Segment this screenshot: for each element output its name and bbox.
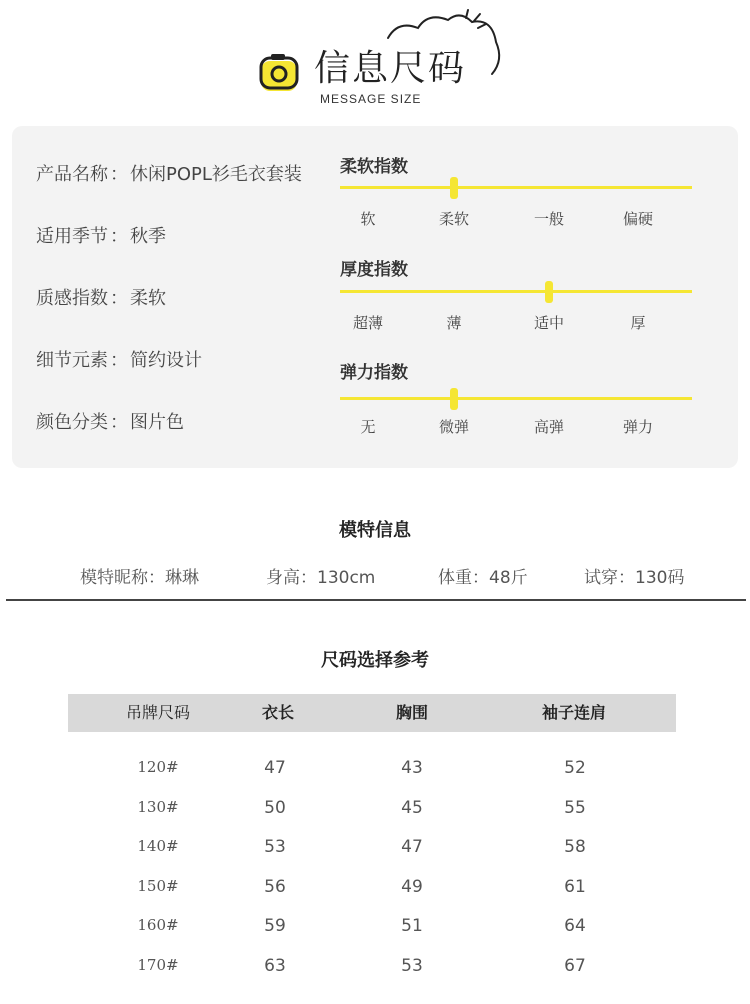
table-cell: 160# [137,916,179,934]
page-title: 信息尺码 [314,48,467,89]
attr-row-texture: 质感指数 ： 柔软 [36,288,166,309]
model-weight: 体重：48斤 [438,568,528,588]
model-item-value: 130码 [635,568,685,588]
model-fitting-size: 试穿：130码 [584,568,685,588]
page-subtitle: MESSAGE SIZE [320,92,422,106]
thickness-tick: 超薄 [352,314,383,332]
elasticity-tick: 无 [360,418,376,436]
section-divider [6,599,746,601]
thickness-index-track [340,290,692,293]
model-item-value: 48斤 [489,568,528,588]
table-cell: 140# [137,837,179,855]
elasticity-index-marker [450,388,458,410]
table-cell: 130# [137,797,179,816]
table-cell: 58 [564,837,586,857]
attr-label: 颜色分类 [36,412,108,433]
attr-row-product-name: 产品名称 ： 休闲POPL衫毛衣套装 [36,164,302,185]
table-cell: 43 [401,758,423,778]
model-height: 身高：130cm [266,568,376,588]
model-item-label: 试穿 [584,568,618,588]
attr-label: 产品名称 [36,164,108,185]
model-item-value: 琳琳 [165,568,199,588]
attr-value: 简约设计 [130,350,202,371]
attr-value: 图片色 [130,412,184,433]
thickness-tick: 薄 [446,314,462,332]
table-cell: 61 [564,876,586,897]
elasticity-tick: 微弹 [438,418,469,436]
table-cell: 120# [137,758,179,776]
table-cell: 51 [401,916,423,936]
softness-tick: 偏硬 [622,210,653,228]
table-cell: 47 [401,837,423,857]
table-cell: 49 [401,876,423,897]
model-info-title: 模特信息 [339,520,411,541]
softness-index-track [340,186,692,189]
table-cell: 59 [264,916,286,936]
model-nickname: 模特昵称：琳琳 [80,568,199,588]
elasticity-index-title: 弹力指数 [340,363,408,383]
table-cell: 53 [401,955,423,976]
model-item-label: 身高 [266,568,300,588]
column-header-sleeve: 袖子连肩 [541,703,606,722]
table-cell: 47 [264,758,286,778]
camera-icon [258,52,302,96]
thickness-tick: 适中 [533,314,564,332]
attr-label: 质感指数 [36,288,108,309]
attr-value: 秋季 [130,226,166,247]
table-cell: 53 [264,837,286,857]
thickness-tick: 厚 [630,314,646,332]
attr-label: 适用季节 [36,226,108,247]
attr-value: 休闲POPL衫毛衣套装 [130,164,302,185]
table-cell: 63 [264,955,286,976]
table-cell: 56 [264,876,286,897]
attr-value: 柔软 [130,288,166,309]
column-header-tag-size: 吊牌尺码 [125,703,190,722]
thickness-index-title: 厚度指数 [340,260,408,280]
column-header-length: 衣长 [261,703,294,722]
thickness-index-marker [545,281,553,303]
attr-label: 细节元素 [36,350,108,371]
softness-index-marker [450,177,458,199]
model-item-label: 体重 [438,568,472,588]
elasticity-index-track [340,397,692,400]
attr-row-season: 适用季节 ： 秋季 [36,226,166,247]
elasticity-tick: 弹力 [622,418,653,436]
softness-index-title: 柔软指数 [340,157,408,177]
elasticity-tick: 高弹 [533,418,564,436]
table-cell: 170# [137,955,179,974]
table-cell: 67 [564,955,586,976]
softness-tick: 柔软 [438,210,469,228]
table-cell: 64 [564,916,586,936]
size-table-header [68,694,676,732]
column-header-chest: 胸围 [395,703,428,722]
softness-tick: 一般 [533,210,564,228]
attr-row-details: 细节元素 ： 简约设计 [36,350,202,371]
table-cell: 50 [264,797,286,818]
model-item-label: 模特昵称 [80,568,148,588]
attr-row-color: 颜色分类 ： 图片色 [36,412,184,433]
table-cell: 45 [401,797,423,818]
model-item-value: 130cm [317,568,376,588]
table-cell: 52 [564,758,586,778]
table-cell: 150# [137,876,179,895]
table-cell: 55 [564,797,586,818]
softness-tick: 软 [360,210,376,228]
size-table-title: 尺码选择参考 [321,650,429,671]
